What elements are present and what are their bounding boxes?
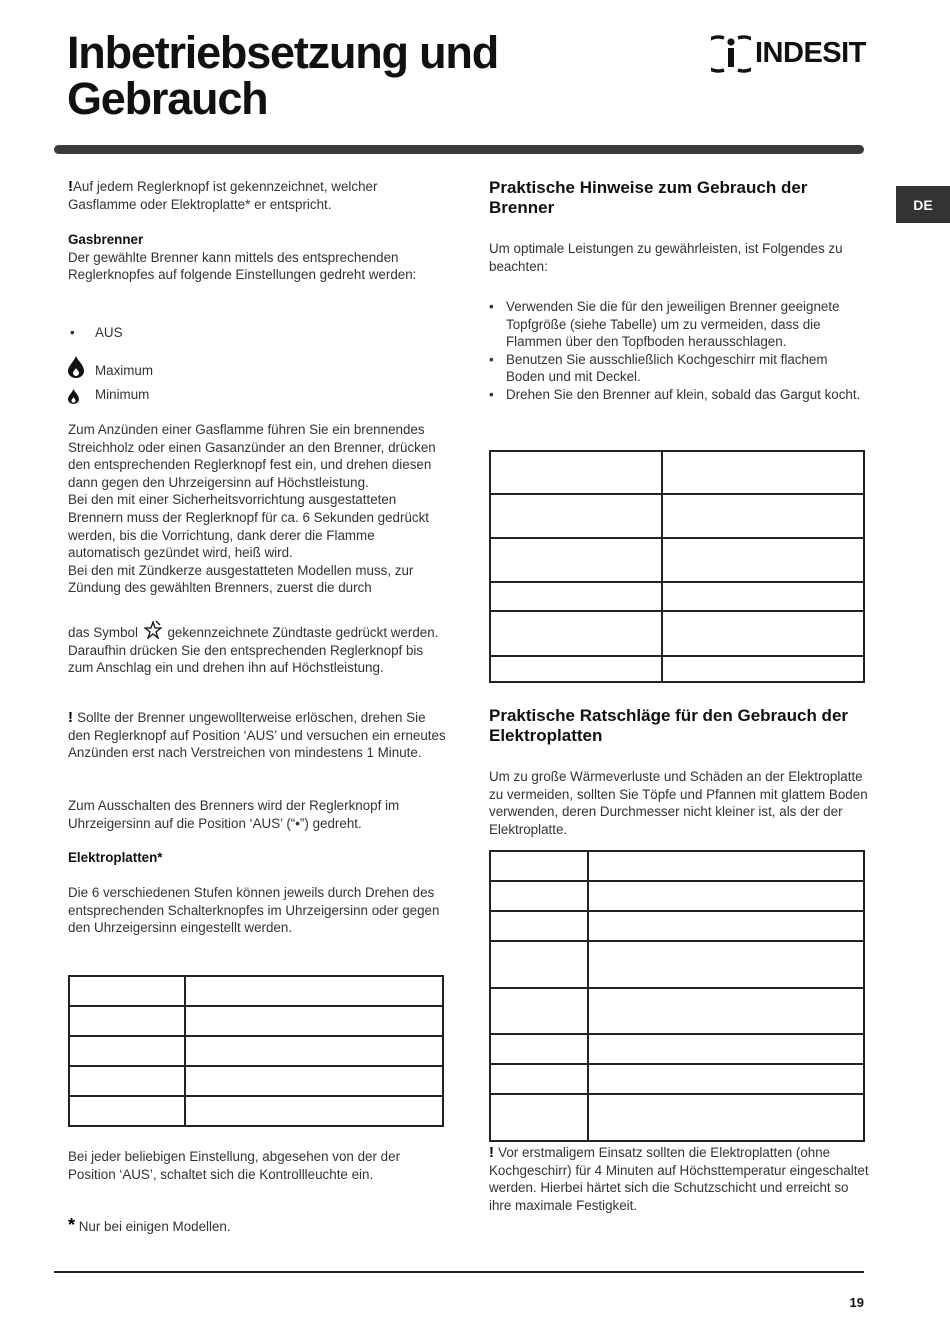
burner-intro-block: [489, 240, 869, 275]
table-row: [69, 1066, 443, 1096]
setting-max-label: Maximum: [95, 363, 154, 378]
electric-heading: Elektroplatten*: [68, 850, 163, 865]
table-row: [69, 1036, 443, 1066]
gas-section: [68, 231, 448, 284]
gas-heading: Gasbrenner: [68, 232, 144, 247]
footer-rule: [54, 1271, 864, 1273]
off-dot-icon: •: [70, 325, 75, 340]
settings-table: [68, 975, 444, 1127]
ignite-symbol-post: gekennzeichnete Zündtaste gedrückt werden. Daraufhin drücken Sie den entsprechenden Reglerknopf bis zum Anschlag ein und drehen ihn auf Höchstleistung.: [68, 625, 439, 676]
ignite-text-1: Zum Anzünden einer Gasflamme führen Sie ein brennendes Streichholz oder einen Gasanzünder an den Brenner, drücken den entsprechenden Reglerknopf fest ein, und drehen diesen dann gegen den Uhrzeigersinn auf Höchstleistung.: [68, 422, 436, 490]
ignite-symbol-pre: das Symbol: [68, 625, 138, 640]
ignite-block: [68, 421, 448, 597]
table-row: [69, 1006, 443, 1036]
plate-tips-heading: Praktische Ratschläge für den Gebrauch der Elektroplatten: [489, 706, 849, 745]
ignite-text-2: Bei den mit einer Sicherheitsvorrichtung ausgestatteten Brennern muss der Reglerknopf für ca. 6 Sekunden gedrückt werden, bis die Vorrichtung, dank derer die Flamme automatisch gezündet wird, heiß wird.: [68, 492, 430, 561]
warning-icon: !: [489, 1144, 499, 1161]
table-row: [490, 582, 864, 611]
ignite-symbol-block: [68, 621, 448, 677]
indicator-block: [68, 1148, 448, 1183]
setting-off: [70, 324, 270, 342]
spark-icon: [144, 621, 162, 639]
page-number: 19: [849, 1295, 864, 1310]
table-row: [490, 911, 864, 941]
warning-icon: !: [68, 178, 73, 195]
warning-text: Sollte der Brenner ungewollterweise erlöschen, drehen Sie den Reglerknopf auf Position ‘AUS’ und versuchen ein erneutes Anzünden erst nach Verstreichen von mindestens 1 Minute.: [68, 710, 446, 761]
page-title: Inbetriebsetzung und Gebrauch: [67, 27, 498, 124]
table-row: [490, 941, 864, 988]
warning-icon: !: [68, 709, 78, 726]
indesit-logo: [711, 33, 866, 75]
warning-block: [68, 709, 448, 762]
table-row: [490, 611, 864, 656]
table-row: [490, 881, 864, 911]
logo-wordmark: INDESIT: [755, 37, 866, 69]
intro-text: Auf jedem Reglerknopf ist gekennzeichnet, welcher Gasflamme oder Elektroplatte* er entspricht.: [68, 179, 378, 212]
setting-min-label: Minimum: [95, 387, 150, 402]
electric-section: [68, 849, 448, 867]
setting-off-label: AUS: [95, 325, 123, 340]
flame-small-icon: [68, 389, 79, 409]
burner-tips-heading: Praktische Hinweise zum Gebrauch der Brenner: [489, 178, 808, 217]
list-item: • Verwenden Sie die für den jeweiligen Brenner geeignete Topfgröße (siehe Tabelle) um zu vermeiden, dass die Flammen über den Topfboden herausschlagen.: [489, 298, 867, 351]
burner-intro: Um optimale Leistungen zu gewährleisten, ist Folgendes zu beachten:: [489, 241, 843, 274]
burner-bullets: [489, 298, 867, 404]
plate-warning-block: [489, 1144, 869, 1214]
table-row: [490, 1034, 864, 1064]
brand-emblem-icon: [711, 33, 751, 75]
off-block: [68, 797, 448, 832]
table-row: [490, 494, 864, 538]
table-row: [490, 1094, 864, 1141]
footnote-text: Nur bei einigen Modellen.: [78, 1219, 231, 1234]
electric-text: Die 6 verschiedenen Stufen können jeweils durch Drehen des entsprechenden Schalterknopfes im Uhrzeigersinn oder gegen den Uhrzeigersinn eingestellt werden.: [68, 885, 440, 936]
table-row: [490, 851, 864, 881]
flame-large-icon: [68, 356, 84, 383]
ignite-text-3: Bei den mit Zündkerze ausgestatteten Modellen muss, zur Zündung des gewählten Brenners, zuerst die durch: [68, 562, 414, 596]
table-row: [490, 1064, 864, 1094]
table-row: [490, 538, 864, 582]
plate-warning: Vor erstmaligem Einsatz sollten die Elektroplatten (ohne Kochgeschirr) für 4 Minuten auf Höchsttemperatur eingeschaltet werden. Hierbei härtet sich die Schutzschicht und erreicht so ihre maximale Festigkeit.: [489, 1145, 869, 1213]
plate-table: [489, 850, 865, 1142]
indicator-text: Bei jeder beliebigen Einstellung, abgesehen von der der Position ‘AUS’, schaltet sich die Kontrollleuchte ein.: [68, 1149, 401, 1182]
footnote-mark: *: [68, 1215, 76, 1235]
table-row: [490, 451, 864, 494]
plate-intro: Um zu große Wärmeverluste und Schäden an der Elektroplatte zu vermeiden, sollten Sie Töpfe und Pfannen mit glattem Boden verwenden, deren Durchmesser nicht kleiner ist, als der der Elektroplatte.: [489, 769, 868, 837]
intro-block: [68, 178, 448, 213]
burner-table: [489, 450, 865, 683]
list-item: • Drehen Sie den Brenner auf klein, sobald das Gargut kocht.: [489, 386, 867, 404]
table-row: [69, 1096, 443, 1126]
footnote: [68, 1217, 448, 1236]
header-rule: [54, 145, 864, 154]
list-item: • Benutzen Sie ausschließlich Kochgeschirr mit flachem Boden und mit Deckel.: [489, 351, 867, 386]
gas-text: Der gewählte Brenner kann mittels des entsprechenden Reglerknopfes auf folgende Einstellungen gedreht werden:: [68, 249, 417, 283]
plate-intro-block: [489, 768, 869, 838]
electric-text-block: [68, 884, 448, 937]
table-row: [490, 988, 864, 1034]
table-row: [69, 976, 443, 1006]
table-row: [490, 656, 864, 682]
language-tab: DE: [896, 186, 950, 223]
off-text: Zum Ausschalten des Brenners wird der Reglerknopf im Uhrzeigersinn auf die Position ‘AUS’ (“•”) gedreht.: [68, 798, 400, 831]
